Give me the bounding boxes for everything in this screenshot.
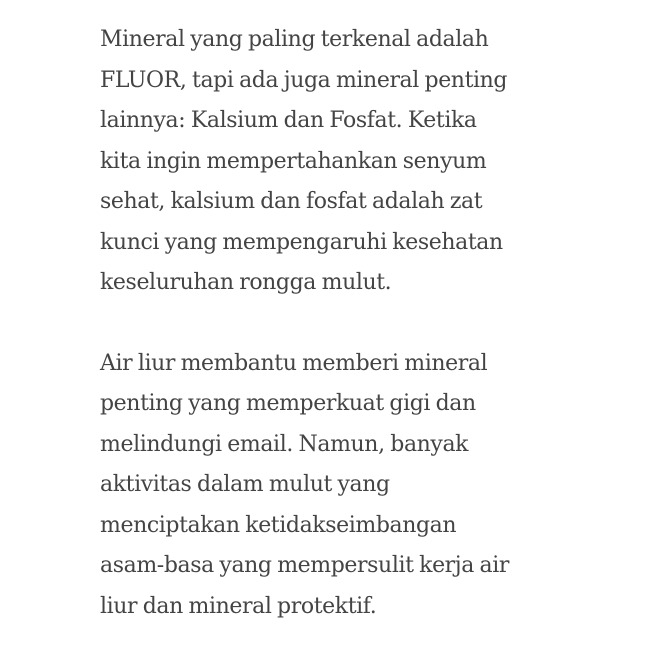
text-line: asam-basa yang mempersulit kerja air (100, 553, 509, 578)
paragraph-minerals (100, 20, 570, 304)
article-body (100, 20, 570, 667)
text-line: Mineral yang paling terkenal adalah (100, 27, 489, 52)
paragraph-saliva (100, 344, 570, 628)
text-line: FLUOR, tapi ada juga mineral penting (100, 67, 508, 93)
text-line: melindungi email. Namun, banyak (100, 431, 469, 457)
text-line: sehat, kalsium dan fosfat adalah zat (100, 189, 483, 214)
text-line: kita ingin mempertahankan senyum (100, 148, 487, 174)
text-line: lainnya: Kalsium dan Fosfat. Ketika (100, 108, 477, 133)
text-line: penting yang memperkuat gigi dan (100, 391, 476, 416)
text-line: kunci yang mempengaruhi kesehatan (100, 229, 503, 255)
text-line: menciptakan ketidakseimbangan (100, 512, 457, 538)
text-line: keseluruhan rongga mulut. (100, 270, 392, 295)
text-line: liur dan mineral protektif. (100, 593, 377, 619)
text-line: Air liur membantu memberi mineral (100, 350, 488, 376)
text-line: aktivitas dalam mulut yang (100, 472, 390, 497)
